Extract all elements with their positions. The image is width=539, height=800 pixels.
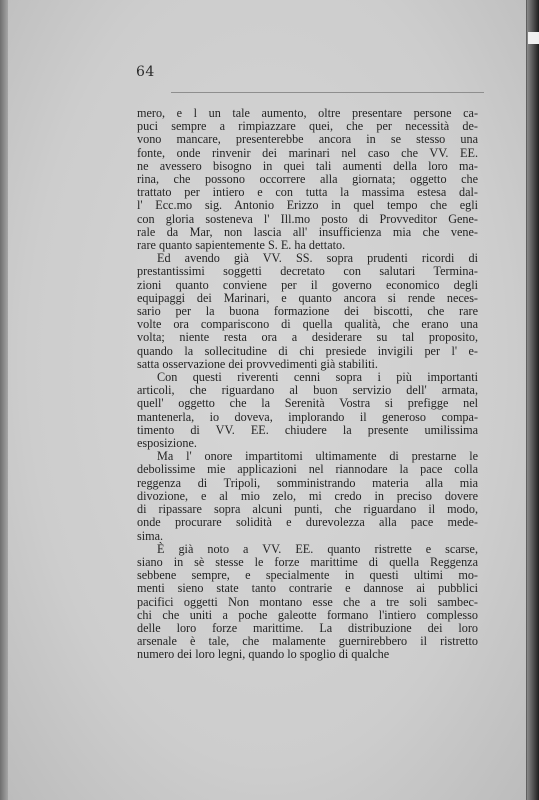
- text-line: delle loro forze marittime. La distribuzione dei loro: [137, 620, 478, 635]
- text-line: con gloria sosteneva l' Ill.mo posto di Provveditor Gene-: [137, 211, 478, 226]
- paragraph: [137, 107, 478, 252]
- text-line: rina, che possono occorrere alla giornata; oggetto che: [137, 172, 478, 187]
- text-line: reggenza di Tripoli, somministrando materia alla mia: [137, 475, 478, 490]
- text-line: equipaggi dei Marinari, e quanto ancora si rende neces-: [137, 290, 478, 305]
- text-line: esposizione.: [137, 436, 197, 451]
- text-line: satta osservazione dei provvedimenti già stabiliti.: [137, 356, 378, 371]
- text-line: siano in sè stesse le forze marittime di quella Reggenza: [137, 554, 478, 569]
- paragraph: [137, 543, 478, 662]
- paragraph: [137, 371, 478, 450]
- text-line: mantenerla, io doveva, implorando il generoso compa-: [137, 409, 478, 424]
- text-line: chi che uniti a poche galeotte formano l'intiero complesso: [137, 607, 478, 622]
- text-line: quell' oggetto che la Serenità Vostra si prefigge nel: [137, 396, 478, 411]
- text-line: Ed avendo già VV. SS. sopra prudenti ricordi di: [157, 251, 478, 266]
- paper-sheet: [8, 0, 526, 800]
- page-tab: [528, 32, 539, 44]
- text-line: quando la sollecitudine di chi presiede invigili per l' e-: [137, 343, 478, 358]
- text-line: volte ora compariscono di quella qualità, che erano una: [137, 317, 478, 332]
- text-line: sebbene sempre, e specialmente in questi ultimi mo-: [137, 568, 478, 583]
- text-line: pacifici oggetti Non montano esse che a tre soli sambec-: [137, 594, 478, 609]
- text-line: articoli, che riguardano al buon servizio dell' armata,: [137, 383, 478, 398]
- text-line: numero dei loro legni, quando lo spoglio di qualche: [137, 647, 390, 662]
- text-line: timento di VV. EE. chiudere la presente umilissima: [137, 422, 478, 437]
- text-line: volta; niente resta ora a desiderare su tal proposito,: [137, 330, 478, 345]
- text-line: debolissime mie applicazioni nel riannodare la pace colla: [137, 462, 478, 477]
- text-line: puci sempre a rimpiazzare quei, che per necessità de-: [137, 119, 478, 134]
- text-line: ne avessero bisogno in quei tali aumenti della loro ma-: [137, 158, 478, 173]
- text-line: mero, e l un tale aumento, oltre presentare persone ca-: [137, 106, 478, 120]
- text-line: trattato per intiero e con tutta la massima estesa dal-: [137, 185, 478, 200]
- body-text: [137, 107, 478, 662]
- text-line: onde procurare solidità e durevolezza alla pace mede-: [137, 515, 478, 530]
- book-binding-edge: [527, 0, 539, 800]
- text-line: l' Ecc.mo sig. Antonio Erizzo in quel tempo che egli: [137, 198, 478, 213]
- text-line: zioni quanto conviene per il governo economico degli: [137, 277, 478, 292]
- header-rule: [171, 92, 484, 93]
- text-line: menti sieno state tanto contrarie e dannose ai pubblici: [137, 581, 478, 596]
- text-line: rale da Mar, non lascia all' insufficienza mia che vene-: [137, 224, 478, 239]
- text-line: sima.: [137, 528, 164, 543]
- text-line: di ripassare sopra alcuni punti, che riguardano il modo,: [137, 502, 478, 517]
- text-line: È già noto a VV. EE. quanto ristrette e scarse,: [157, 541, 478, 556]
- text-line: arsenale è tale, che malamente guernirebbero il ristretto: [137, 634, 478, 649]
- text-line: prestantissimi soggetti decretato con salutari Termina-: [137, 264, 478, 279]
- text-line: sario per la buona formazione dei biscotti, che rare: [137, 304, 478, 319]
- text-line: Ma l' onore impartitomi ultimamente di prestarne le: [157, 449, 478, 464]
- text-line: fonte, onde rinvenir dei marinari nel caso che VV. EE.: [137, 145, 478, 160]
- text-line: rare quanto sapientemente S. E. ha dettato.: [137, 238, 346, 253]
- text-line: Con questi riverenti cenni sopra i più importanti: [157, 370, 478, 385]
- text-line: vono mancare, presenterebbe ancora in se stesso una: [137, 132, 478, 147]
- paragraph: [137, 450, 478, 542]
- text-line: divozione, e al mio zelo, mi credo in preciso dovere: [137, 488, 478, 503]
- paragraph: [137, 252, 478, 371]
- page-number: 64: [136, 64, 155, 80]
